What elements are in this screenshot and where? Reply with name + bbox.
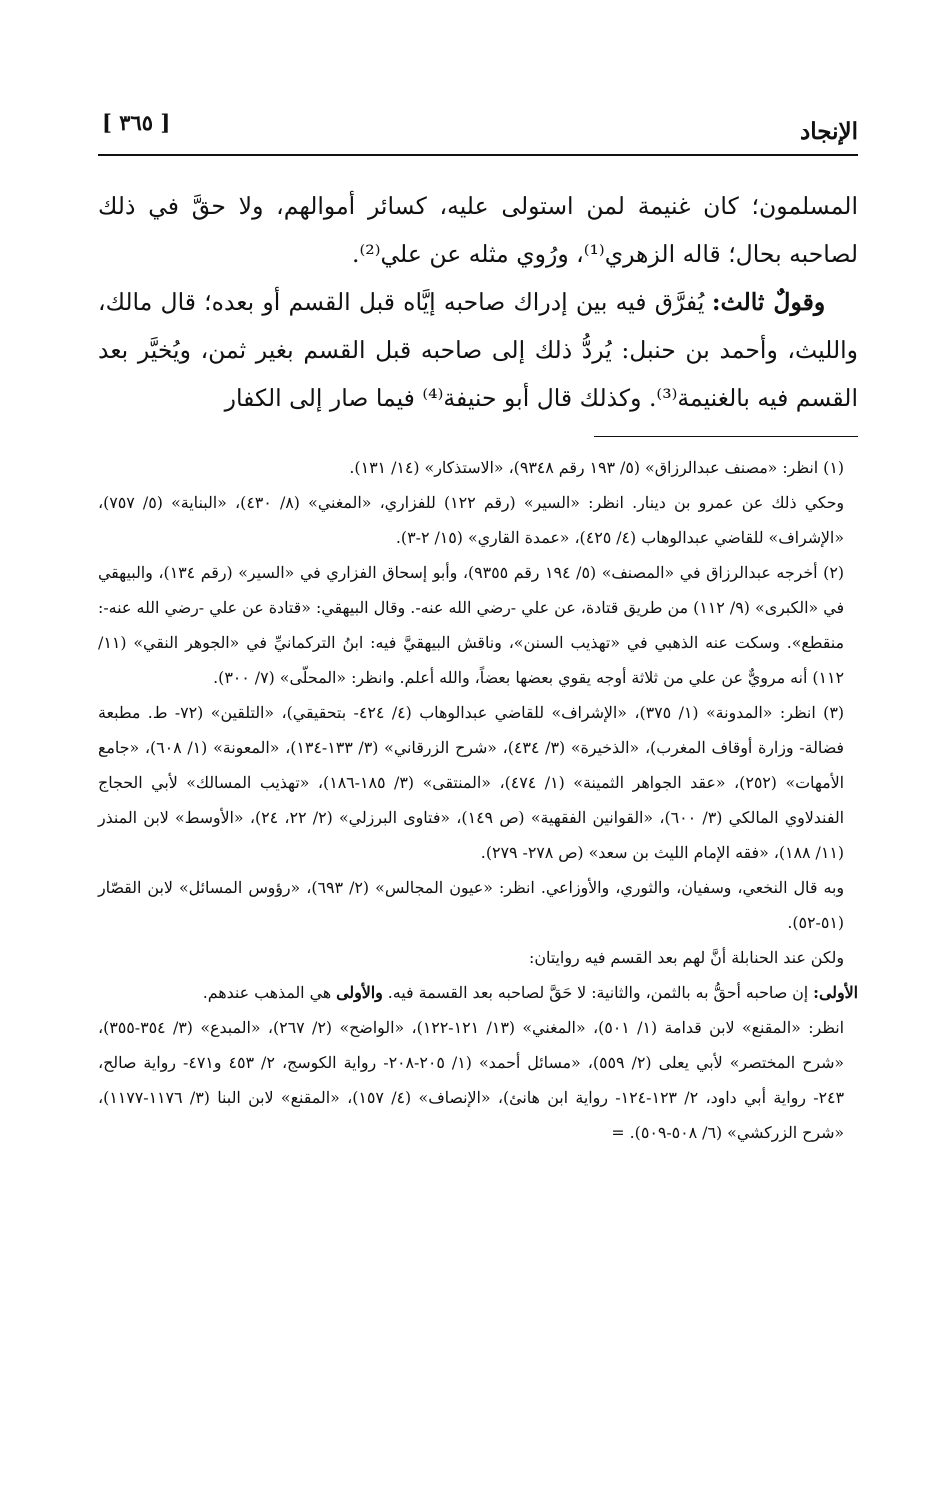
footnote-3-references: انظر: «المقنع» لابن قدامة (١/ ٥٠١)، «المغني» (١٣/ ١٢١-١٢٢)، «الواضح» (٢/ ٢٦٧)، «المبدع» (٣/ ٣٥٤-٣٥٥)، «شرح المختصر» لأبي يعلى (٢/ ٥٥٩)، «مسائل أحمد» (١/ ٢٠٥-٢٠٨- رواية الكوسج، ٢/ ٤٥٣ و٤٧١- رواية صالح، ٢٤٣- رواية أبي داود، ٢/ ١٢٣-١٢٤- رواية ابن هانئ)، «الإنصاف» (٤/ ١٥٧)، «المقنع» لابن البنا (٣/ ١١٧٦-١١٧٧)، «شرح الزركشي» (٦/ ٥٠٨-٥٠٩). = [98,1018,845,1142]
main-paragraph-2 [98,278,858,422]
main-paragraph-1: المسلمون؛ كان غنيمة لمن استولى عليه، كسائر أموالهم، ولا حقَّ في ذلك لصاحبه بحال؛ قاله الزهري⁽¹⁾، ورُوي مثله عن علي⁽²⁾. [98,192,858,268]
footnote-1: (١) انظر: «مصنف عبدالرزاق» (٥/ ١٩٣ رقم ٩٣٤٨)، «الاستذكار» (١٤/ ١٣١). [349,458,844,477]
running-title: الإنجاد [799,118,858,145]
footnote-1-continuation: وحكي ذلك عن عمرو بن دينار. انظر: «السير» (رقم ١٢٢) للفزاري، «المغني» (٨/ ٤٣٠)، «البناية» (٥/ ٧٥٧)، «الإشراف» للقاضي عبدالوهاب (٤/ ٤٢٥)، «عمدة القاري» (١٥/ ٢-٣). [98,493,844,547]
footnotes [98,450,858,1150]
footnote-3-hanbali: ولكن عند الحنابلة أنَّ لهم بعد القسم فيه روايتان: [529,948,844,967]
preferred-narration-label: والأولى [336,983,383,1002]
narrations-text-end: هي المذهب عندهم. [202,983,337,1002]
third-opinion-text: يُفرَّق فيه بين إدراك صاحبه إيَّاه قبل القسم أو بعده؛ قال مالك، والليث، وأحمد بن حنبل: يُردُّ ذلك إلى صاحبه قبل القسم بغير ثمن، ويُخيَّر بعد القسم فيه بالغنيمة⁽³⁾. وكذلك قال أبو حنيفة⁽⁴⁾ فيما صار إلى الكفار [98,288,858,412]
book-page [98,96,858,1150]
first-narration-label: الأولى: [813,983,858,1002]
third-opinion-label: وقولٌ ثالث: [711,288,826,316]
footnote-separator [594,436,858,437]
main-text [98,182,858,422]
footnote-3: (٣) انظر: «المدونة» (١/ ٣٧٥)، «الإشراف» للقاضي عبدالوهاب (٤/ ٤٢٤- بتحقيقي)، «التلقين» (٧٢- ط. مطبعة فضالة- وزارة أوقاف المغرب)، «الذخيرة» (٣/ ٤٣٤)، «شرح الزرقاني» (٣/ ١٣٣-١٣٤)، «المعونة» (١/ ٦٠٨)، «جامع الأمهات» (٢٥٢)، «عقد الجواهر الثمينة» (١/ ٤٧٤)، «المنتقى» (٣/ ١٨٥-١٨٦)، «تهذيب المسالك» لأبي الحجاج الفندلاوي المالكي (٣/ ٦٠٠)، «القوانين الفقهية» (ص ١٤٩)، «فتاوى البرزلي» (٢/ ٢٢، ٢٤)، «الأوسط» لابن المنذر (١١/ ١٨٨)، «فقه الإمام الليث بن سعد» (ص ٢٧٨- ٢٧٩). [98,703,845,862]
page-header [98,96,858,156]
page-number: [ ٣٦٥ ] [102,110,171,135]
footnote-3-opinions: وبه قال النخعي، وسفيان، والثوري، والأوزاعي. انظر: «عيون المجالس» (٢/ ٦٩٣)، «رؤوس المسائل» لابن القصّار (٥١-٥٢). [98,878,844,932]
footnote-3-narrations [98,975,858,1010]
narrations-text: إن صاحبه أحقُّ به بالثمن، والثانية: لا حَقَّ لصاحبه بعد القسمة فيه. [382,983,814,1002]
footnote-2: (٢) أخرجه عبدالرزاق في «المصنف» (٥/ ١٩٤ رقم ٩٣٥٥)، وأبو إسحاق الفزاري في «السير» (رقم ١٣٤)، والبيهقي في «الكبرى» (٩/ ١١٢) من طريق قتادة، عن علي -رضي الله عنه-. وقال البيهقي: «قتادة عن علي -رضي الله عنه-: منقطع». وسكت عنه الذهبي في «تهذيب السنن»، وناقش البيهقيَّ فيه: ابنُ التركمانيِّ في «الجوهر النقي» (١١/ ١١٢) أنه مرويٌّ عن علي من ثلاثة أوجه يقوي بعضها بعضاً، والله أعلم. وانظر: «المحلّى» (٧/ ٣٠٠). [98,563,845,687]
